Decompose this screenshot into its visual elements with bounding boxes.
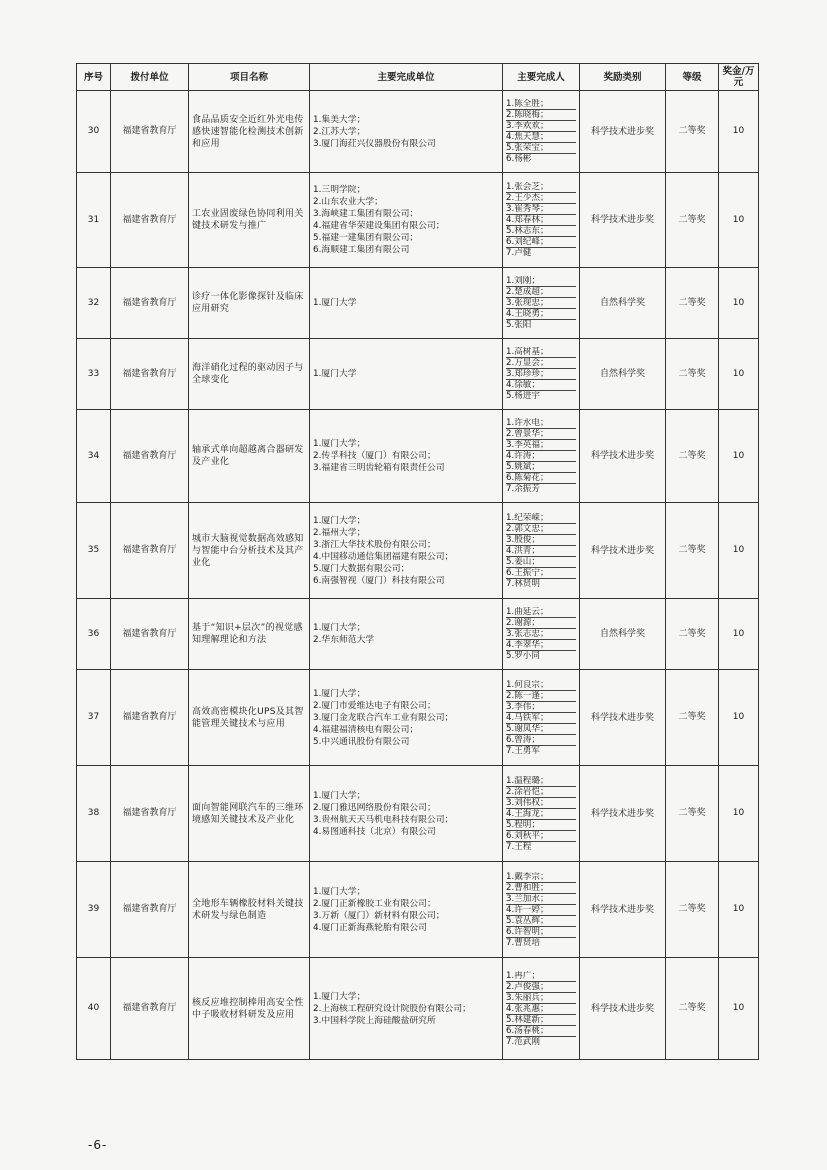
row-number: 30 (77, 91, 111, 173)
row-project: 核反应堆控制棒用高安全性中子吸收材料研发及应用 (189, 958, 310, 1060)
header-grade: 等级 (666, 64, 719, 91)
row-number: 37 (77, 670, 111, 766)
row-units-line: 1.厦门大学； (313, 790, 366, 801)
row-people-line: 7.曹贤培 (506, 937, 540, 948)
row-people-line: 1.何良宗； (506, 680, 576, 691)
row-units-line: 5.厦门大数据有限公司； (313, 563, 410, 574)
row-people (503, 958, 580, 1060)
row-people-line: 5.姜山； (506, 557, 576, 568)
header-amount: 奖金/万元 (719, 64, 759, 91)
row-people-line: 7.余振芳 (506, 484, 540, 494)
row-people-line: 1.陈全胜； (506, 99, 576, 110)
row-dept: 福建省教育厅 (111, 339, 189, 410)
row-award-type: 科学技术进步奖 (580, 766, 666, 862)
row-people-line: 3.刘伟权； (506, 798, 576, 809)
row-people-line: 2.陈一逢； (506, 691, 576, 702)
row-people-line: 4.王晓勇； (506, 309, 576, 320)
row-units-line: 4.福建省华荣建设集团有限公司； (313, 221, 445, 231)
row-units (310, 339, 503, 410)
row-units-line: 4.中国移动通信集团福建有限公司； (313, 551, 454, 562)
row-units (310, 410, 503, 503)
row-people-line: 3.李伟； (506, 702, 576, 713)
row-project: 诊疗一体化影像探针及临床应用研究 (189, 268, 310, 339)
row-amount: 10 (719, 670, 759, 766)
row-units-line: 3.浙江大华技术股份有限公司； (313, 539, 436, 550)
header-dept: 拨付单位 (111, 64, 189, 91)
row-units-line: 2.华东师范大学 (313, 635, 375, 645)
row-units-line: 1.厦门大学； (313, 439, 366, 449)
row-people-line: 2.曹和胜； (506, 883, 576, 894)
row-people-line: 5.林建新； (506, 1015, 576, 1026)
row-people-line: 3.殷俊； (506, 535, 576, 546)
row-units-line: 6.南强智视（厦门）科技有限公司 (313, 575, 445, 586)
row-units (310, 670, 503, 766)
row-people-line: 3.张现忠； (506, 298, 576, 309)
row-award-type: 科学技术进步奖 (580, 410, 666, 503)
row-people-line: 7.王程 (506, 841, 532, 852)
table-row (77, 670, 759, 766)
row-people-line: 2.万显会； (506, 358, 576, 369)
row-people-line: 1.戴李宗； (506, 872, 576, 883)
row-number: 36 (77, 599, 111, 670)
row-number: 31 (77, 173, 111, 268)
row-units-line: 1.厦门大学； (313, 991, 366, 1002)
row-people (503, 339, 580, 410)
row-grade: 二等奖 (666, 339, 719, 410)
table-row (77, 503, 759, 599)
table-header-row (77, 64, 759, 91)
row-dept: 福建省教育厅 (111, 599, 189, 670)
row-people-line: 7.王勇军 (506, 745, 540, 756)
row-people-line: 3.李欢欢； (506, 121, 576, 132)
row-units-line: 5.福建一建集团有限公司； (313, 233, 419, 243)
row-amount: 10 (719, 766, 759, 862)
row-people-line: 3.李英福； (506, 440, 576, 451)
row-units (310, 862, 503, 958)
header-people: 主要完成人 (503, 64, 580, 91)
row-people-line: 4.王海龙； (506, 809, 576, 820)
row-people-line: 6.陈菊花； (506, 473, 576, 484)
table-row (77, 91, 759, 173)
row-grade: 二等奖 (666, 766, 719, 862)
row-units (310, 91, 503, 173)
table-row (77, 268, 759, 339)
row-people-line: 5.罗小同 (506, 651, 540, 661)
row-people-line: 3.崔秀琴； (506, 204, 576, 215)
table-row (77, 958, 759, 1060)
table-row (77, 410, 759, 503)
row-units-line: 2.山东农业大学； (313, 197, 383, 207)
row-units-line: 3.福建省三明齿轮箱有限责任公司 (313, 463, 445, 473)
row-units-line: 3.万新（厦门）新材料有限公司； (313, 910, 445, 921)
page-number: -6- (88, 1138, 108, 1152)
row-units (310, 599, 503, 670)
row-people-line: 5.姚斌； (506, 462, 576, 473)
row-amount: 10 (719, 339, 759, 410)
row-people-line: 6.刘纪峰； (506, 237, 576, 248)
row-people-line: 2.郭文忠； (506, 524, 576, 535)
row-units-line: 3.贵州航天天马机电科技有限公司； (313, 814, 454, 825)
table-row (77, 766, 759, 862)
row-units-line: 2.上海核工程研究设计院股份有限公司； (313, 1003, 471, 1014)
row-units-line: 1.厦门大学； (313, 515, 366, 526)
row-grade: 二等奖 (666, 503, 719, 599)
row-units-line: 6.海顺建工集团有限公司 (313, 245, 410, 255)
row-units (310, 766, 503, 862)
row-people-line: 4.洪青； (506, 546, 576, 557)
row-units (310, 173, 503, 268)
row-units-line: 2.福州大学； (313, 527, 366, 538)
row-award-type: 自然科学奖 (580, 268, 666, 339)
row-people-line: 6.杨彬 (506, 154, 532, 164)
row-people-line: 7.卢健 (506, 248, 532, 258)
row-amount: 10 (719, 958, 759, 1060)
row-people-line: 4.马铁军； (506, 713, 576, 724)
row-people-line: 6.王振宁； (506, 568, 576, 579)
row-units-line: 2.厦门雅迅网络股份有限公司； (313, 802, 436, 813)
row-units-line: 4.厦门正新海燕轮胎有限公司 (313, 922, 427, 933)
row-people-line: 1.许水电； (506, 418, 576, 429)
row-units-line: 3.厦门海荭兴仪器股份有限公司 (313, 138, 436, 149)
header-no: 序号 (77, 64, 111, 91)
row-people-line: 2.陈晓梅； (506, 110, 576, 121)
row-units-line: 5.中兴通讯股份有限公司 (313, 736, 410, 747)
row-people-line: 1.曲延云； (506, 607, 576, 618)
row-amount: 10 (719, 173, 759, 268)
row-number: 32 (77, 268, 111, 339)
table-row (77, 862, 759, 958)
row-people-line: 6.汤春桃； (506, 1026, 576, 1037)
row-units-line: 3.中国科学院上海硅酸盐研究所 (313, 1015, 436, 1026)
row-people-line: 1.高树基； (506, 347, 576, 358)
row-grade: 二等奖 (666, 91, 719, 173)
row-units-line: 2.厦门市爱维达电子有限公司； (313, 700, 436, 711)
row-amount: 10 (719, 503, 759, 599)
row-people-line: 4.郑春林； (506, 215, 576, 226)
row-grade: 二等奖 (666, 599, 719, 670)
row-number: 34 (77, 410, 111, 503)
row-people-line: 5.林志东； (506, 226, 576, 237)
row-units-line: 4.易图通科技（北京）有限公司 (313, 826, 436, 837)
row-people (503, 91, 580, 173)
row-dept: 福建省教育厅 (111, 268, 189, 339)
row-units (310, 268, 503, 339)
row-award-type: 科学技术进步奖 (580, 862, 666, 958)
row-people (503, 410, 580, 503)
row-award-type: 自然科学奖 (580, 339, 666, 410)
row-units-line: 2.江苏大学； (313, 126, 366, 137)
row-people-line: 5.张阳 (506, 320, 532, 330)
row-award-type: 科学技术进步奖 (580, 173, 666, 268)
row-people-line: 6.曾涛； (506, 735, 576, 746)
row-people-line: 5.程明； (506, 820, 576, 831)
row-project: 全地形车辆橡胶材料关键技术研发与绿色制造 (189, 862, 310, 958)
row-units-line: 3.海峡建工集团有限公司； (313, 209, 419, 219)
row-award-type: 科学技术进步奖 (580, 91, 666, 173)
row-people-line: 2.曾景华； (506, 429, 576, 440)
row-people-line: 4.许涛； (506, 451, 576, 462)
row-people-line: 4.徐敏； (506, 380, 576, 391)
header-project: 项目名称 (189, 64, 310, 91)
row-people-line: 7.林贤明 (506, 578, 540, 589)
row-people-line: 4.李翠华； (506, 640, 576, 651)
row-people (503, 268, 580, 339)
row-units-line: 4.福建福清核电有限公司； (313, 724, 419, 735)
row-people-line: 7.范武刚 (506, 1036, 540, 1047)
row-people-line: 6.许智明； (506, 927, 576, 938)
row-units-line: 1.厦门大学； (313, 688, 366, 699)
row-dept: 福建省教育厅 (111, 670, 189, 766)
header-units: 主要完成单位 (310, 64, 503, 91)
row-people (503, 766, 580, 862)
row-amount: 10 (719, 862, 759, 958)
row-people (503, 599, 580, 670)
row-people-line: 2.谢源； (506, 618, 576, 629)
row-people-line: 4.许一婷； (506, 905, 576, 916)
row-amount: 10 (719, 410, 759, 503)
row-dept: 福建省教育厅 (111, 958, 189, 1060)
row-people-line: 1.刘刚； (506, 276, 576, 287)
row-people-line: 3.朱丽兵； (506, 993, 576, 1004)
row-units-line: 1.厦门大学 (313, 369, 357, 379)
row-units-line: 1.三明学院； (313, 185, 366, 195)
row-award-type: 科学技术进步奖 (580, 670, 666, 766)
row-people-line: 5.张荣宝； (506, 143, 576, 154)
row-units-line: 3.厦门金龙联合汽车工业有限公司； (313, 712, 454, 723)
row-amount: 10 (719, 599, 759, 670)
row-people-line: 1.张会芝； (506, 182, 576, 193)
row-grade: 二等奖 (666, 958, 719, 1060)
row-number: 33 (77, 339, 111, 410)
row-people (503, 670, 580, 766)
awards-table (76, 63, 759, 1060)
row-people-line: 5.袁丛辉； (506, 916, 576, 927)
row-units-line: 1.厦门大学； (313, 623, 366, 633)
header-award-type: 奖励类别 (580, 64, 666, 91)
row-dept: 福建省教育厅 (111, 410, 189, 503)
row-grade: 二等奖 (666, 670, 719, 766)
row-project: 面向智能网联汽车的三维环境感知关键技术及产业化 (189, 766, 310, 862)
row-people-line: 5.杨进宇 (506, 391, 540, 401)
row-people-line: 1.冉广； (506, 971, 576, 982)
row-award-type: 自然科学奖 (580, 599, 666, 670)
table-body (77, 91, 759, 1060)
row-units (310, 503, 503, 599)
row-amount: 10 (719, 91, 759, 173)
row-dept: 福建省教育厅 (111, 503, 189, 599)
table-row (77, 339, 759, 410)
row-grade: 二等奖 (666, 410, 719, 503)
table-row (77, 173, 759, 268)
row-people-line: 3.郑珍珍； (506, 369, 576, 380)
row-people-line: 6.刘秋平； (506, 831, 576, 842)
row-grade: 二等奖 (666, 268, 719, 339)
row-people-line: 5.谢凤华； (506, 724, 576, 735)
row-award-type: 科学技术进步奖 (580, 958, 666, 1060)
row-number: 38 (77, 766, 111, 862)
row-people (503, 173, 580, 268)
row-dept: 福建省教育厅 (111, 862, 189, 958)
row-people-line: 2.卢俊强； (506, 982, 576, 993)
row-grade: 二等奖 (666, 173, 719, 268)
row-project: 高效高密模块化UPS及其智能管理关键技术与应用 (189, 670, 310, 766)
row-units-line: 2.传孚科技（厦门）有限公司； (313, 451, 436, 461)
row-people-line: 2.楚成超； (506, 287, 576, 298)
row-people-line: 2.王少杰； (506, 193, 576, 204)
table-row (77, 599, 759, 670)
row-units-line: 2.厦门正新橡胶工业有限公司； (313, 898, 436, 909)
row-award-type: 科学技术进步奖 (580, 503, 666, 599)
row-number: 35 (77, 503, 111, 599)
row-people-line: 3.张志忠； (506, 629, 576, 640)
row-number: 39 (77, 862, 111, 958)
row-people-line: 1.温程璐； (506, 776, 576, 787)
row-project: 海洋硝化过程的驱动因子与全球变化 (189, 339, 310, 410)
row-people-line: 4.张兆惠； (506, 1004, 576, 1015)
row-people (503, 862, 580, 958)
row-people-line: 1.纪荣嵘； (506, 513, 576, 524)
row-people-line: 3.兰加水； (506, 894, 576, 905)
row-project: 工农业固废绿色协同利用关键技术研发与推广 (189, 173, 310, 268)
row-dept: 福建省教育厅 (111, 173, 189, 268)
row-dept: 福建省教育厅 (111, 766, 189, 862)
row-dept: 福建省教育厅 (111, 91, 189, 173)
row-grade: 二等奖 (666, 862, 719, 958)
row-units-line: 1.厦门大学； (313, 886, 366, 897)
row-people-line: 2.涂岩恺； (506, 787, 576, 798)
row-project: 轴承式单向超越离合器研发及产业化 (189, 410, 310, 503)
row-amount: 10 (719, 268, 759, 339)
row-units-line: 1.集美大学； (313, 114, 366, 125)
row-people-line: 4.焦天慧； (506, 132, 576, 143)
row-people (503, 503, 580, 599)
row-project: 城市大脑视觉数据高效感知与智能中台分析技术及其产业化 (189, 503, 310, 599)
row-project: 基于“知识+层次”的视觉感知理解理论和方法 (189, 599, 310, 670)
row-units (310, 958, 503, 1060)
row-project: 食品品质安全近红外光电传感快速智能化检测技术创新和应用 (189, 91, 310, 173)
row-number: 40 (77, 958, 111, 1060)
row-units-line: 1.厦门大学 (313, 298, 357, 308)
